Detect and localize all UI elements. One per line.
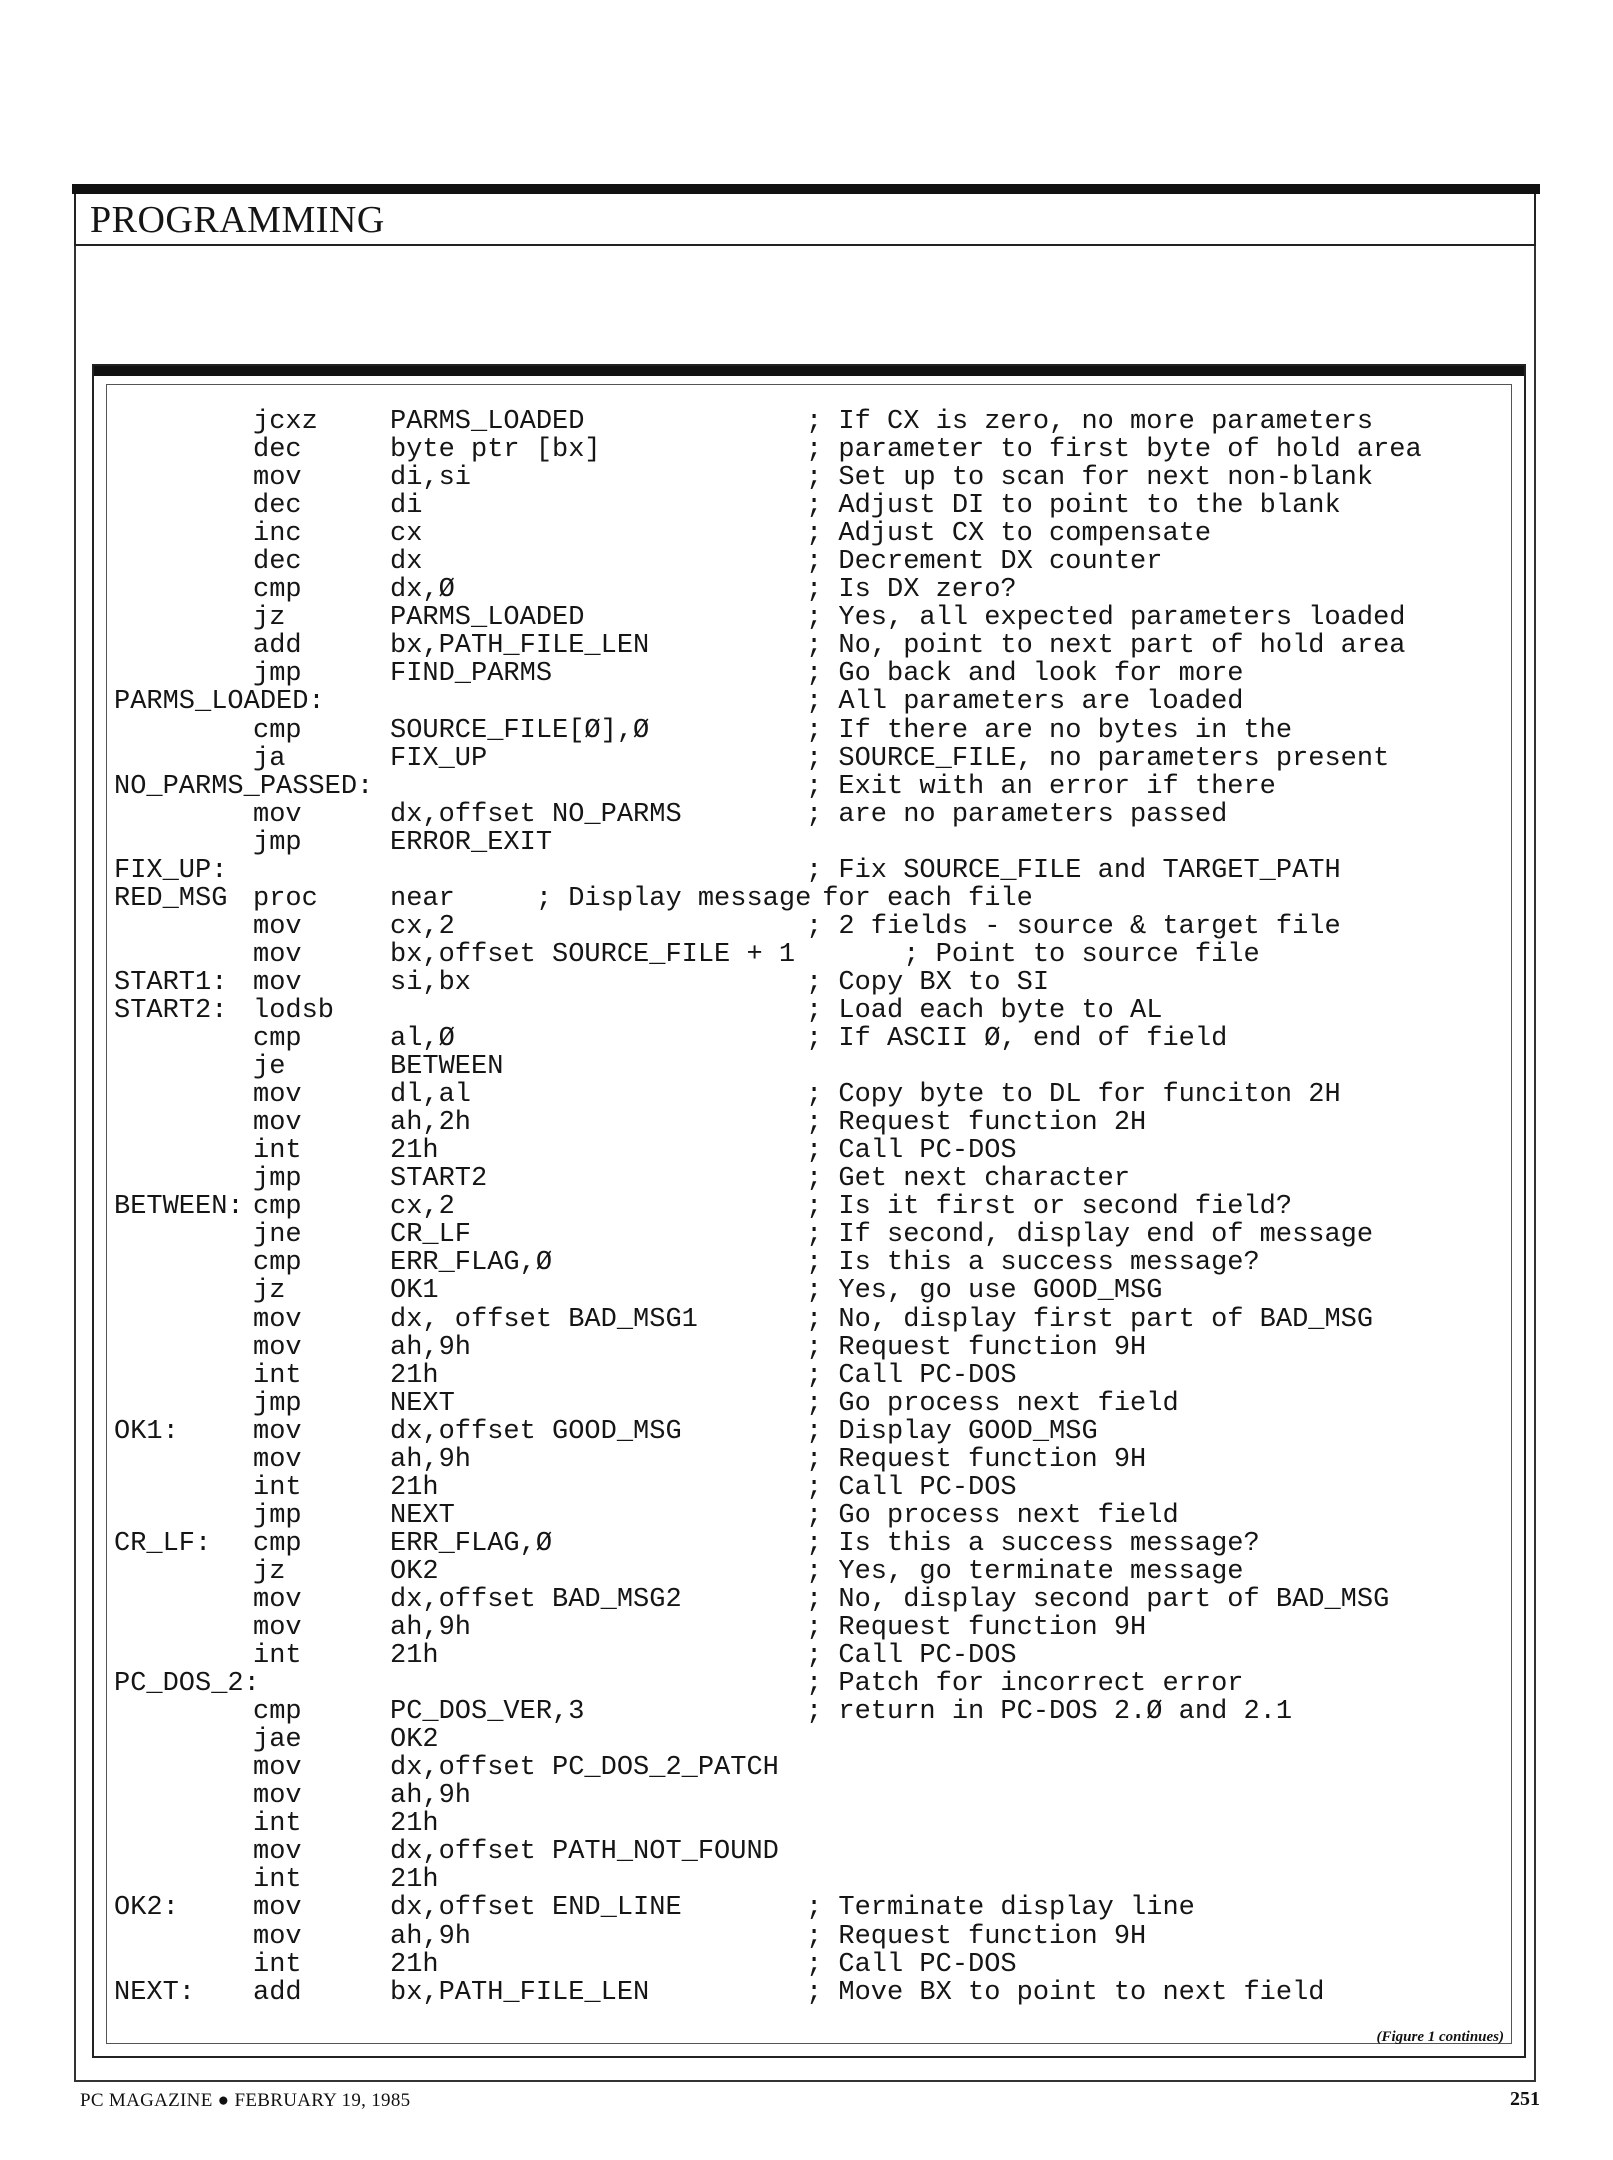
- code-label: PC_DOS_2:: [114, 1669, 260, 1700]
- code-comment: ; SOURCE_FILE, no parameters present: [806, 743, 1390, 774]
- code-label: NO_PARMS_PASSED:: [114, 771, 374, 802]
- code-comment: ; If second, display end of message: [806, 1220, 1374, 1251]
- code-line: [114, 1474, 1422, 1502]
- code-operand: ah,9h: [390, 1613, 472, 1644]
- code-mnemonic: lodsb: [253, 995, 335, 1026]
- code-operand: BETWEEN: [390, 1052, 504, 1083]
- code-comment: ; Exit with an error if there: [806, 771, 1276, 802]
- code-mnemonic: jmp: [253, 659, 302, 690]
- code-mnemonic: mov: [253, 1613, 302, 1644]
- code-comment: ; Request function 9H: [806, 1613, 1147, 1644]
- code-line: [114, 520, 1422, 548]
- code-operand: CR_LF: [390, 1220, 472, 1251]
- code-mnemonic: cmp: [253, 1697, 302, 1728]
- code-operand: ah,9h: [390, 1921, 472, 1952]
- code-label: BETWEEN:: [114, 1192, 244, 1223]
- code-line: [114, 1894, 1422, 1922]
- code-line: [114, 1334, 1422, 1362]
- code-mnemonic: mov: [253, 799, 302, 830]
- code-comment: ; Request function 9H: [806, 1444, 1147, 1475]
- code-mnemonic: jmp: [253, 827, 302, 858]
- code-operand: ERROR_EXIT: [390, 827, 553, 858]
- code-operand: SOURCE_FILE[Ø],Ø: [390, 715, 650, 746]
- code-mnemonic: mov: [253, 1837, 302, 1868]
- code-operand: FIX_UP: [390, 743, 488, 774]
- code-mnemonic: dec: [253, 547, 302, 578]
- code-comment: ; Request function 9H: [806, 1332, 1147, 1363]
- code-line: [114, 997, 1422, 1025]
- code-line: [114, 1390, 1422, 1418]
- code-comment: ; Call PC-DOS: [806, 1472, 1017, 1503]
- code-line: [114, 1698, 1422, 1726]
- code-operand: 21h: [390, 1136, 439, 1167]
- code-mnemonic: add: [253, 1977, 302, 2008]
- code-operand: dx, offset BAD_MSG1: [390, 1304, 698, 1335]
- code-comment: ; Point to source file: [806, 939, 1260, 970]
- code-mnemonic: jz: [253, 1276, 286, 1307]
- code-operand: dx,offset GOOD_MSG: [390, 1416, 682, 1447]
- footer-rule: [74, 2080, 1536, 2082]
- code-line: [114, 1866, 1422, 1894]
- code-line: [114, 1165, 1422, 1193]
- code-operand: OK2: [390, 1725, 439, 1756]
- code-line: [114, 941, 1422, 969]
- code-comment: ; No, point to next part of hold area: [806, 631, 1406, 662]
- code-mnemonic: cmp: [253, 715, 302, 746]
- code-mnemonic: jmp: [253, 1388, 302, 1419]
- code-line: [114, 857, 1422, 885]
- code-comment: ; No, display first part of BAD_MSG: [806, 1304, 1374, 1335]
- code-operand: dx,offset PC_DOS_2_PATCH: [390, 1753, 779, 1784]
- code-comment: ; Is this a success message?: [806, 1528, 1260, 1559]
- code-mnemonic: mov: [253, 1444, 302, 1475]
- code-line: [114, 1726, 1422, 1754]
- code-comment: for each file: [806, 883, 1033, 914]
- code-operand: ERR_FLAG,Ø: [390, 1528, 553, 1559]
- code-line: [114, 1586, 1422, 1614]
- code-comment: ; Fix SOURCE_FILE and TARGET_PATH: [806, 855, 1341, 886]
- code-mnemonic: mov: [253, 939, 302, 970]
- code-operand: NEXT: [390, 1500, 455, 1531]
- code-mnemonic: cmp: [253, 1528, 302, 1559]
- code-mnemonic: mov: [253, 1332, 302, 1363]
- code-line: [114, 1137, 1422, 1165]
- code-line: [114, 1109, 1422, 1137]
- code-line: [114, 632, 1422, 660]
- code-comment: ; Adjust CX to compensate: [806, 519, 1212, 550]
- code-line: [114, 408, 1422, 436]
- figure-continuation-note: (Figure 1 continues): [1376, 2029, 1504, 2045]
- code-operand: 21h: [390, 1360, 439, 1391]
- code-line: [114, 1053, 1422, 1081]
- code-mnemonic: cmp: [253, 1192, 302, 1223]
- code-mnemonic: dec: [253, 491, 302, 522]
- code-operand: OK1: [390, 1276, 439, 1307]
- code-comment: ; Get next character: [806, 1164, 1131, 1195]
- code-comment: ; Go process next field: [806, 1388, 1179, 1419]
- code-operand: dx,offset NO_PARMS: [390, 799, 682, 830]
- code-line: [114, 1923, 1422, 1951]
- code-line: [114, 492, 1422, 520]
- code-line: [114, 1558, 1422, 1586]
- code-line: [114, 885, 1422, 913]
- code-label: OK2:: [114, 1893, 179, 1924]
- code-mnemonic: jae: [253, 1725, 302, 1756]
- code-mnemonic: mov: [253, 967, 302, 998]
- code-line: [114, 1025, 1422, 1053]
- code-mnemonic: jcxz: [253, 407, 318, 437]
- code-line: [114, 745, 1422, 773]
- code-operand: START2: [390, 1164, 488, 1195]
- code-mnemonic: jz: [253, 1556, 286, 1587]
- code-operand: FIND_PARMS: [390, 659, 553, 690]
- code-line: [114, 464, 1422, 492]
- code-line: [114, 969, 1422, 997]
- code-mnemonic: jne: [253, 1220, 302, 1251]
- code-line: [114, 1306, 1422, 1334]
- code-comment: ; Decrement DX counter: [806, 547, 1163, 578]
- code-mnemonic: cmp: [253, 1024, 302, 1055]
- code-mnemonic: mov: [253, 911, 302, 942]
- code-line: [114, 1502, 1422, 1530]
- code-operand: 21h: [390, 1865, 439, 1896]
- code-line: [114, 829, 1422, 857]
- code-line: [114, 436, 1422, 464]
- code-mnemonic: int: [253, 1809, 302, 1840]
- code-label: PARMS_LOADED:: [114, 687, 325, 718]
- code-mnemonic: mov: [253, 463, 302, 494]
- code-comment: ; Adjust DI to point to the blank: [806, 491, 1341, 522]
- code-operand: NEXT: [390, 1388, 455, 1419]
- code-comment: ; Copy BX to SI: [806, 967, 1050, 998]
- code-mnemonic: mov: [253, 1584, 302, 1615]
- code-mnemonic: add: [253, 631, 302, 662]
- code-operand: cx: [390, 519, 423, 550]
- code-comment: ; parameter to first byte of hold area: [806, 435, 1422, 466]
- code-mnemonic: mov: [253, 1108, 302, 1139]
- section-title: PROGRAMMING: [90, 199, 385, 241]
- code-label: START2:: [114, 995, 228, 1026]
- code-operand: di: [390, 491, 423, 522]
- code-comment: ; Call PC-DOS: [806, 1136, 1017, 1167]
- code-mnemonic: dec: [253, 435, 302, 466]
- code-label: OK1:: [114, 1416, 179, 1447]
- code-comment: ; Display GOOD_MSG: [806, 1416, 1098, 1447]
- code-comment: ; Load each byte to AL: [806, 995, 1163, 1026]
- code-comment: ; No, display second part of BAD_MSG: [806, 1584, 1390, 1615]
- code-mnemonic: cmp: [253, 575, 302, 606]
- code-mnemonic: int: [253, 1949, 302, 1980]
- code-comment: ; Move BX to point to next field: [806, 1977, 1325, 2008]
- code-line: [114, 1642, 1422, 1670]
- code-operand: bx,PATH_FILE_LEN: [390, 1977, 650, 2008]
- code-label: START1:: [114, 967, 228, 998]
- code-mnemonic: int: [253, 1641, 302, 1672]
- code-line: [114, 1277, 1422, 1305]
- code-comment: ; are no parameters passed: [806, 799, 1228, 830]
- code-mnemonic: inc: [253, 519, 302, 550]
- code-line: [114, 1979, 1422, 2007]
- code-operand: ah,9h: [390, 1444, 472, 1475]
- code-line: [114, 1951, 1422, 1979]
- code-comment: ; Call PC-DOS: [806, 1360, 1017, 1391]
- code-mnemonic: mov: [253, 1781, 302, 1812]
- code-line: [114, 688, 1422, 716]
- code-comment: ; Terminate display line: [806, 1893, 1195, 1924]
- code-line: [114, 1418, 1422, 1446]
- code-operand: near ; Display message: [390, 883, 812, 914]
- code-comment: ; All parameters are loaded: [806, 687, 1244, 718]
- code-comment: ; return in PC-DOS 2.Ø and 2.1: [806, 1697, 1293, 1728]
- figure-top-rule: [94, 366, 1524, 376]
- code-operand: 21h: [390, 1472, 439, 1503]
- code-line: [114, 604, 1422, 632]
- code-operand: bx,PATH_FILE_LEN: [390, 631, 650, 662]
- code-operand: dx,offset BAD_MSG2: [390, 1584, 682, 1615]
- page-frame-right: [1534, 246, 1536, 2080]
- code-operand: cx,2: [390, 1192, 455, 1223]
- code-comment: ; Patch for incorrect error: [806, 1669, 1244, 1700]
- code-operand: byte ptr [bx]: [390, 435, 601, 466]
- code-line: [114, 660, 1422, 688]
- code-operand: al,Ø: [390, 1024, 455, 1055]
- code-operand: PARMS_LOADED: [390, 407, 585, 437]
- code-line: [114, 548, 1422, 576]
- code-operand: si,bx: [390, 967, 472, 998]
- code-line: [114, 1614, 1422, 1642]
- code-line: [114, 1670, 1422, 1698]
- code-line: [114, 913, 1422, 941]
- code-comment: ; Call PC-DOS: [806, 1949, 1017, 1980]
- code-comment: ; Go process next field: [806, 1500, 1179, 1531]
- code-comment: ; Set up to scan for next non-blank: [806, 463, 1374, 494]
- code-mnemonic: jz: [253, 603, 286, 634]
- code-operand: dx: [390, 547, 423, 578]
- code-operand: ah,9h: [390, 1781, 472, 1812]
- code-operand: PC_DOS_VER,3: [390, 1697, 585, 1728]
- code-operand: cx,2: [390, 911, 455, 942]
- code-label: FIX_UP:: [114, 855, 228, 886]
- code-label: CR_LF:: [114, 1528, 212, 1559]
- code-mnemonic: mov: [253, 1416, 302, 1447]
- code-label: NEXT:: [114, 1977, 196, 2008]
- code-line: [114, 1782, 1422, 1810]
- code-mnemonic: mov: [253, 1304, 302, 1335]
- code-line: [114, 1221, 1422, 1249]
- code-comment: ; Yes, all expected parameters loaded: [806, 603, 1406, 634]
- code-operand: PARMS_LOADED: [390, 603, 585, 634]
- code-line: [114, 1754, 1422, 1782]
- code-label: RED_MSG: [114, 883, 228, 914]
- code-line: [114, 1362, 1422, 1390]
- code-mnemonic: int: [253, 1472, 302, 1503]
- code-line: [114, 1081, 1422, 1109]
- code-mnemonic: ja: [253, 743, 286, 774]
- code-comment: ; Yes, go use GOOD_MSG: [806, 1276, 1163, 1307]
- code-operand: dx,offset PATH_NOT_FOUND: [390, 1837, 779, 1868]
- code-comment: ; Is DX zero?: [806, 575, 1017, 606]
- code-comment: ; If CX is zero, no more parameters: [806, 407, 1374, 437]
- code-figure: [92, 364, 1526, 2058]
- code-operand: dx,offset END_LINE: [390, 1893, 682, 1924]
- code-operand: bx,offset SOURCE_FILE + 1: [390, 939, 796, 970]
- page-frame-left: [74, 246, 76, 2080]
- code-comment: ; Call PC-DOS: [806, 1641, 1017, 1672]
- code-comment: ; Request function 2H: [806, 1108, 1147, 1139]
- page-number: 251: [1510, 2088, 1540, 2110]
- code-line: [114, 773, 1422, 801]
- code-line: [114, 1249, 1422, 1277]
- code-mnemonic: mov: [253, 1893, 302, 1924]
- code-line: [114, 1530, 1422, 1558]
- code-operand: 21h: [390, 1949, 439, 1980]
- code-operand: ah,2h: [390, 1108, 472, 1139]
- code-comment: ; Go back and look for more: [806, 659, 1244, 690]
- code-line: [114, 1193, 1422, 1221]
- code-mnemonic: mov: [253, 1080, 302, 1111]
- code-operand: 21h: [390, 1809, 439, 1840]
- code-operand: OK2: [390, 1556, 439, 1587]
- code-mnemonic: int: [253, 1136, 302, 1167]
- code-line: [114, 1810, 1422, 1838]
- code-comment: ; If there are no bytes in the: [806, 715, 1293, 746]
- code-comment: ; Request function 9H: [806, 1921, 1147, 1952]
- code-operand: ERR_FLAG,Ø: [390, 1248, 553, 1279]
- code-operand: dx,Ø: [390, 575, 455, 606]
- code-listing: [114, 408, 1422, 2007]
- code-mnemonic: jmp: [253, 1164, 302, 1195]
- code-comment: ; If ASCII Ø, end of field: [806, 1024, 1228, 1055]
- header-rule: [72, 184, 1540, 194]
- code-line: [114, 717, 1422, 745]
- code-comment: ; Is this a success message?: [806, 1248, 1260, 1279]
- code-comment: ; Yes, go terminate message: [806, 1556, 1244, 1587]
- code-comment: ; Copy byte to DL for funciton 2H: [806, 1080, 1341, 1111]
- code-mnemonic: mov: [253, 1753, 302, 1784]
- code-line: [114, 576, 1422, 604]
- code-mnemonic: proc: [253, 883, 318, 914]
- code-mnemonic: jmp: [253, 1500, 302, 1531]
- code-mnemonic: int: [253, 1865, 302, 1896]
- code-mnemonic: mov: [253, 1921, 302, 1952]
- code-operand: dl,al: [390, 1080, 472, 1111]
- code-operand: ah,9h: [390, 1332, 472, 1363]
- code-line: [114, 1838, 1422, 1866]
- code-comment: ; 2 fields - source & target file: [806, 911, 1341, 942]
- code-operand: 21h: [390, 1641, 439, 1672]
- code-mnemonic: cmp: [253, 1248, 302, 1279]
- section-header: [74, 194, 1536, 246]
- publication-footer: PC MAGAZINE ● FEBRUARY 19, 1985: [80, 2090, 411, 2111]
- code-line: [114, 1446, 1422, 1474]
- code-mnemonic: int: [253, 1360, 302, 1391]
- code-line: [114, 801, 1422, 829]
- code-operand: di,si: [390, 463, 472, 494]
- code-comment: ; Is it first or second field?: [806, 1192, 1293, 1223]
- code-mnemonic: je: [253, 1052, 286, 1083]
